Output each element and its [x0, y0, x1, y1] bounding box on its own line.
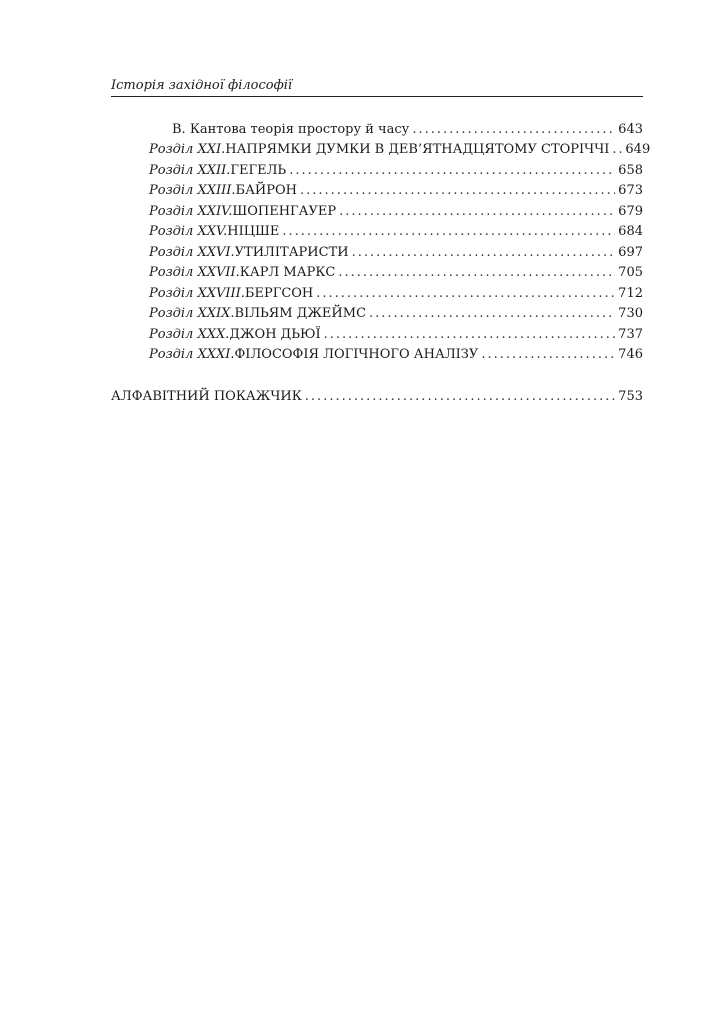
toc-entry-prefix: Розділ XXII.	[149, 163, 231, 178]
toc-entry-title: ШОПЕНГАУЕР	[232, 204, 337, 219]
toc-entry-chapter-22	[149, 162, 643, 180]
toc-entry-prefix: Розділ XXVI.	[149, 245, 235, 260]
toc-entry-page: 753	[618, 389, 643, 404]
toc-entry-prefix: Розділ XXI.	[149, 142, 226, 157]
toc-entry-prefix: Розділ XXXI.	[149, 347, 235, 362]
toc-entry-title: БЕРГСОН	[244, 286, 314, 301]
toc-entry-chapter-27	[149, 264, 643, 282]
toc-entry-chapter-25	[149, 223, 643, 241]
toc-entry-title: НАПРЯМКИ ДУМКИ В ДЕВ’ЯТНАДЦЯТОМУ СТОРІЧЧІ	[225, 142, 610, 157]
dot-leader	[282, 223, 615, 241]
toc-entry-page: 673	[618, 183, 643, 198]
dot-leader	[352, 244, 616, 262]
dot-leader	[300, 182, 615, 200]
toc-entry-prefix: Розділ XXVII.	[149, 265, 240, 280]
dot-leader	[289, 162, 615, 180]
toc-entry-page: 705	[618, 265, 643, 280]
header-rule	[111, 96, 643, 97]
toc-entry-page: 658	[618, 163, 643, 178]
toc-entry-title: УТИЛІТАРИСТИ	[234, 245, 349, 260]
toc-entry-page: 737	[618, 327, 643, 342]
toc-entry-page: 730	[618, 306, 643, 321]
toc-entry-title: АЛФАВІТНИЙ ПОКАЖЧИК	[111, 389, 302, 404]
dot-leader	[316, 285, 615, 303]
toc-entry-kant-space-time	[172, 121, 643, 139]
toc-entry-chapter-24	[149, 203, 643, 221]
toc-entry-chapter-31	[149, 346, 643, 364]
toc-entry-page: 679	[618, 204, 643, 219]
toc-entry-page: 649	[625, 142, 651, 157]
dot-leader	[338, 264, 615, 282]
toc-entry-title: ГЕГЕЛЬ	[230, 163, 287, 178]
toc-entry-title: ВІЛЬЯМ ДЖЕЙМС	[234, 306, 367, 321]
toc-entry-title: ФІЛОСОФІЯ ЛОГІЧНОГО АНАЛІЗУ	[234, 347, 479, 362]
dot-leader	[339, 203, 615, 221]
dot-leader	[481, 346, 615, 364]
toc-entry-page: 697	[618, 245, 643, 260]
toc-entry-chapter-21	[149, 141, 651, 159]
toc-entry-prefix: Розділ XXIV.	[149, 204, 233, 219]
toc-entry-chapter-23	[149, 182, 643, 200]
toc-entry-page: 643	[618, 122, 643, 137]
toc-entry-prefix: Розділ XXVIII.	[149, 286, 245, 301]
dot-leader	[612, 141, 622, 159]
dot-leader	[369, 305, 615, 323]
toc-entry-title: БАЙРОН	[235, 183, 298, 198]
toc-entry-page: 746	[618, 347, 643, 362]
toc-entry-title: B. Кантова теорія простору й часу	[172, 122, 410, 137]
dot-leader	[305, 388, 615, 406]
toc-entry-prefix: Розділ XXX.	[149, 327, 230, 342]
toc-entry-chapter-28	[149, 285, 643, 303]
toc-entry-title: НІЦШЕ	[227, 224, 280, 239]
toc-entry-page: 684	[618, 224, 643, 239]
toc-entry-chapter-29	[149, 305, 643, 323]
toc-entry-page: 712	[618, 286, 643, 301]
toc-entry-title: ДЖОН ДЬЮЇ	[229, 327, 321, 342]
toc-entry-chapter-26	[149, 244, 643, 262]
toc-entry-index	[111, 388, 643, 406]
toc-entry-prefix: Розділ XXIX.	[149, 306, 235, 321]
toc-entry-chapter-30	[149, 326, 643, 344]
running-header: Історія західної філософії	[111, 78, 293, 93]
toc-entry-prefix: Розділ XXV.	[149, 224, 228, 239]
toc-entry-title: КАРЛ МАРКС	[239, 265, 336, 280]
dot-leader	[324, 326, 616, 344]
dot-leader	[412, 121, 615, 139]
toc-entry-prefix: Розділ XXIII.	[149, 183, 236, 198]
